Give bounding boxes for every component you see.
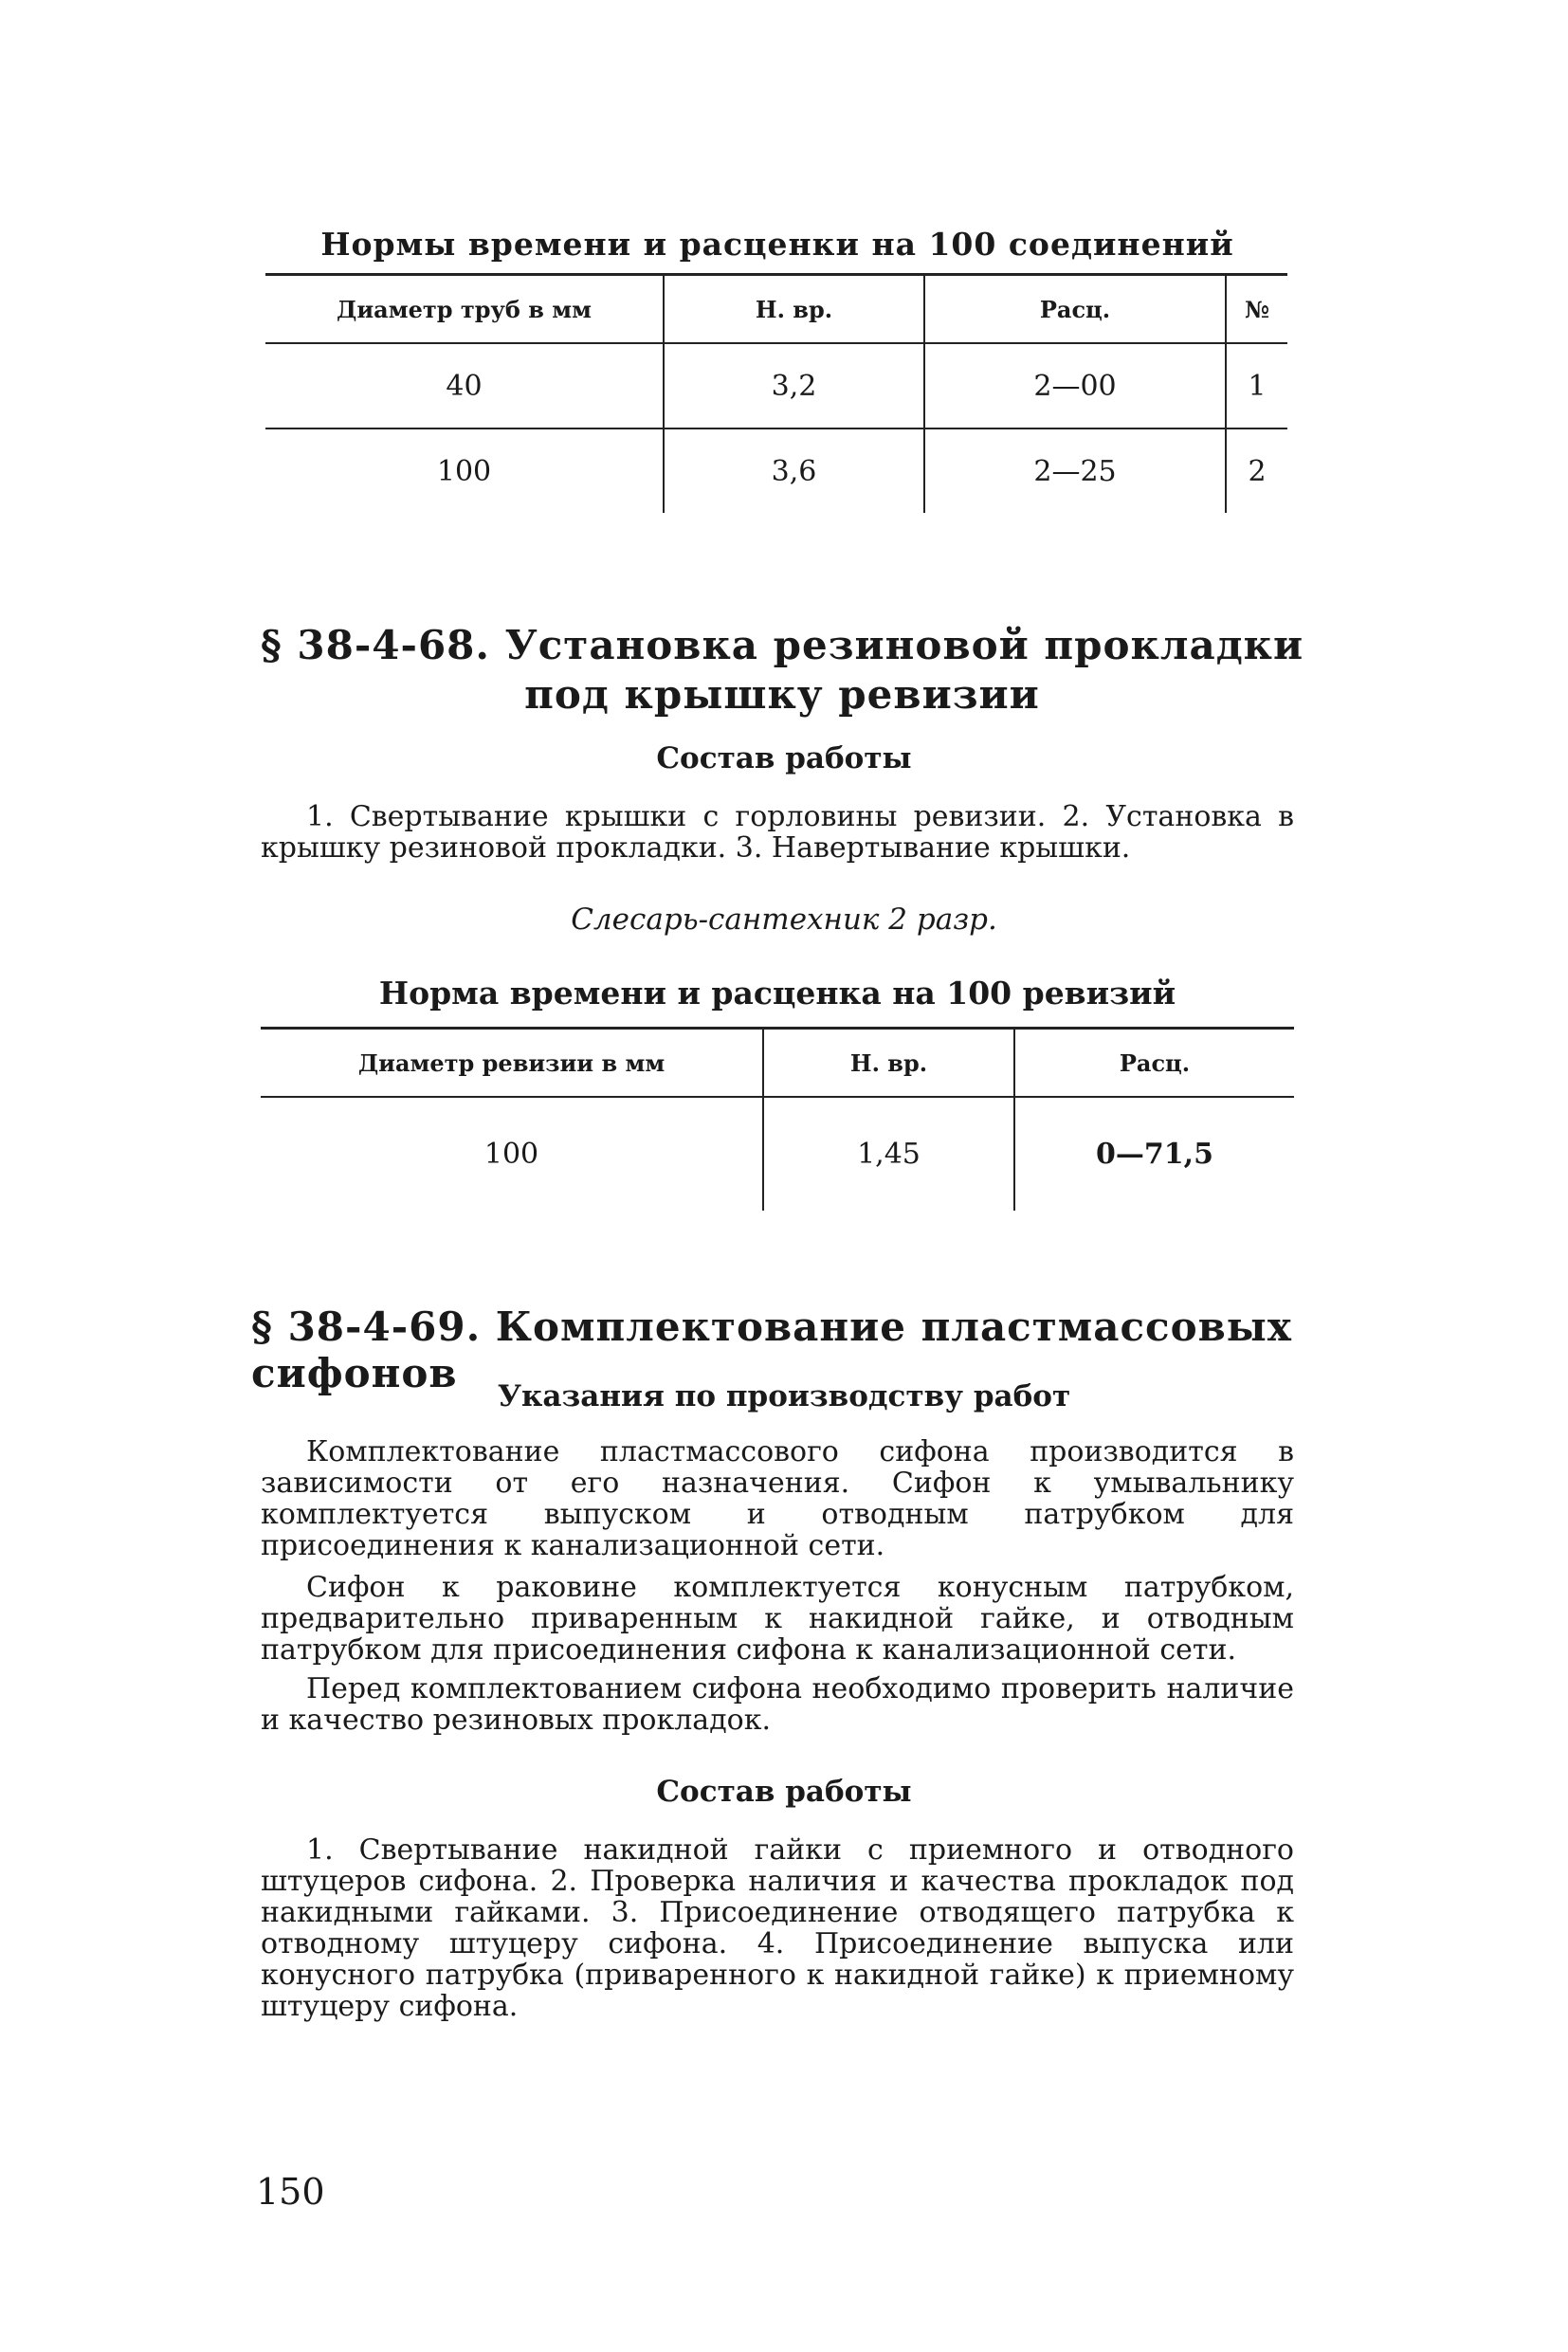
table1-caption: Нормы времени и расценки на 100 соединений xyxy=(320,226,1234,263)
section1-text: 1. Свертывание крышки с горловины ревизии. 2. Установка в крышку резиновой прокладки. 3. Навертывание крышки. xyxy=(261,800,1294,865)
section2-subheading-instructions: Указания по производству работ xyxy=(497,1379,1071,1413)
table2-header-rate: Расц. xyxy=(1014,1029,1294,1098)
section2-text: 1. Свертывание накидной гайки с приемного и отводного штуцеров сифона. 2. Проверка наличия и качества прокладок под накидными гайками. 3. Присоединение отводящего патрубка к отводному штуцеру сифона. 4. Присоединение выпуска или конусного патрубка (приваренного к накидной гайке) к приемному штуцеру сифона. xyxy=(261,1833,1294,2023)
table1-cell: 3,2 xyxy=(664,343,924,428)
table-row xyxy=(265,428,1287,513)
table1-header-diameter: Диаметр труб в мм xyxy=(265,275,664,344)
table1-cell: 2—25 xyxy=(924,428,1226,513)
section1-title-line1: § 38-4-68. Установка резиновой прокладки xyxy=(260,622,1304,668)
section1-title xyxy=(190,621,1375,720)
table1-cell: 2—00 xyxy=(924,343,1226,428)
table2-header-diameter: Диаметр ревизии в мм xyxy=(261,1029,763,1098)
table2-caption: Норма времени и расценка на 100 ревизий xyxy=(378,975,1176,1012)
section1-subheading: Состав работы xyxy=(656,741,912,775)
section2-paragraph-2: Сифон к раковине комплектуется конусным патрубком, предварительно приваренным к накидной гайке, и отводным патрубком для присоединения сифона к канализационной сети. xyxy=(261,1571,1294,1667)
section1-worker: Слесарь-сантехник 2 разр. xyxy=(571,903,997,937)
table1-cell: 100 xyxy=(265,428,664,513)
table-row xyxy=(265,343,1287,428)
section2-paragraph-3: Перед комплектованием сифона необходимо проверить наличие и качество резиновых прокладок. xyxy=(261,1672,1294,1737)
section2-subheading-work: Состав работы xyxy=(656,1775,912,1809)
table2-cell: 100 xyxy=(483,1138,539,1171)
table1-cell: 1 xyxy=(1226,343,1287,428)
page-number: 150 xyxy=(256,2171,325,2213)
table1-cell: 3,6 xyxy=(664,428,924,513)
norms-table-2 xyxy=(261,1027,1294,1211)
table1-header-time: Н. вр. xyxy=(664,275,924,344)
section2-title: § 38-4-69. Комплектование пластмассовых сифонов xyxy=(251,1304,1292,1396)
table1-cell: 40 xyxy=(446,369,483,403)
section1-title-line2: под крышку ревизии xyxy=(524,671,1040,718)
section2-paragraph-1: Комплектование пластмассового сифона производится в зависимости от его назначения. Сифон к умывальнику комплектуется выпуском и отводным патрубком для присоединения к канализационной сети. xyxy=(261,1435,1294,1562)
table-row xyxy=(261,1097,1294,1211)
table1-cell: 2 xyxy=(1226,428,1287,513)
table1-header-number: № xyxy=(1226,275,1287,344)
table2-cell: 0—71,5 xyxy=(1014,1097,1294,1211)
norms-table-1 xyxy=(265,273,1287,513)
table2-cell: 1,45 xyxy=(763,1097,1014,1211)
table1-header-rate: Расц. xyxy=(924,275,1226,344)
table2-header-time: Н. вр. xyxy=(763,1029,1014,1098)
